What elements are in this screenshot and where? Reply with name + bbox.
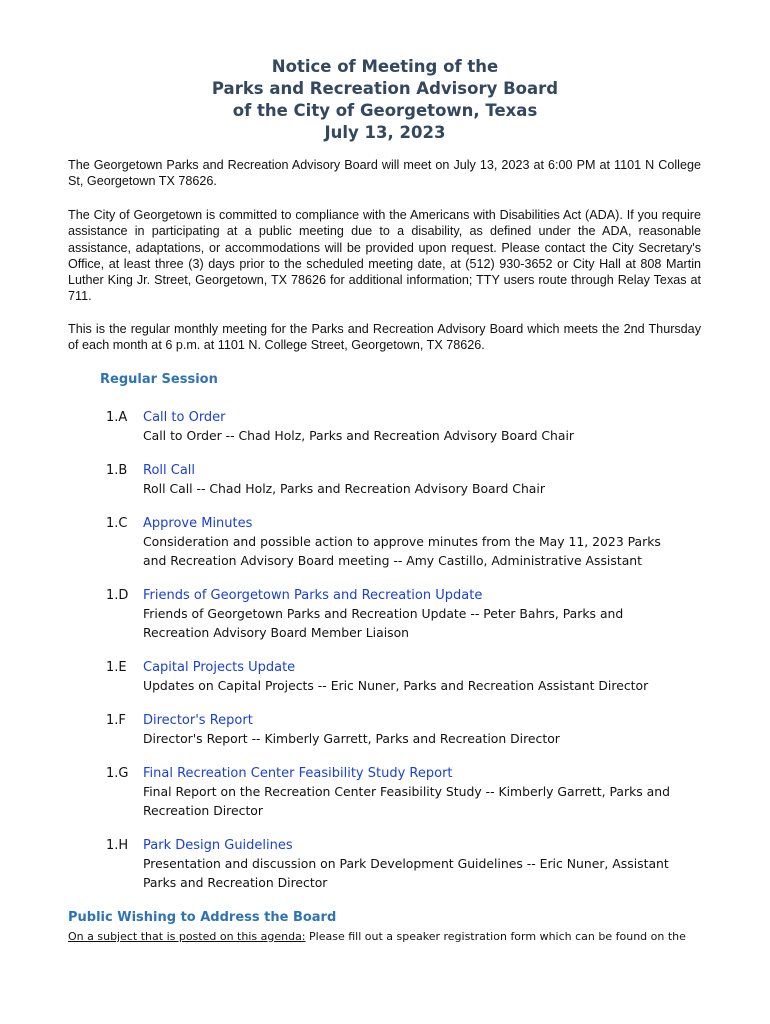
agenda-item-link[interactable]: Capital Projects Update [143,660,296,675]
agenda-item-number: 1.C [106,516,128,531]
ada-paragraph: The City of Georgetown is committed to compliance with the Americans with Disabilities Act (ADA). If you require assistance in participating at a public meeting due to a disability, as defined under the ADA, reasonable assistance, adaptations, or accommodations will be provided upon request. Please contact the City Secretary's Office, at least three (3) days prior to the scheduled meeting date, at (512) 930-3652 or City Hall at 808 Martin Luther King Jr. Street, Georgetown, TX 78626 for additional information; TTY users route through Relay Texas at 711. [68,208,701,304]
agenda-item-description: Presentation and discussion on Park Development Guidelines -- Eric Nuner, Assistant Parks and Recreation Director [143,856,669,890]
agenda-item-number: 1.B [106,463,128,478]
agenda-item-link[interactable]: Approve Minutes [143,516,253,531]
title-line-1: Notice of Meeting of the [271,57,499,76]
agenda-item-description: Friends of Georgetown Parks and Recreation Update -- Peter Bahrs, Parks and Recreation Advisory Board Member Liaison [143,606,624,640]
public-address-body: Please fill out a speaker registration form which can be found on the [305,930,686,943]
intro-paragraph: The Georgetown Parks and Recreation Advisory Board will meet on July 13, 2023 at 6:00 PM at 1101 N College St, Georgetown TX 78626. [68,158,701,189]
agenda-item-link[interactable]: Director's Report [143,713,253,728]
agenda-item-number: 1.H [106,838,129,853]
agenda-item-number: 1.F [106,713,126,728]
regular-session-heading: Regular Session [100,372,218,387]
agenda-item-description: Final Report on the Recreation Center Feasibility Study -- Kimberly Garrett, Parks and Recreation Director [143,784,670,818]
agenda-item-description: Consideration and possible action to approve minutes from the May 11, 2023 Parks and Recreation Advisory Board meeting -- Amy Castillo, Administrative Assistant [143,534,661,568]
agenda-item-number: 1.G [106,766,129,781]
agenda-item-link[interactable]: Roll Call [143,463,196,478]
public-address-heading: Public Wishing to Address the Board [68,910,337,925]
title-date: July 13, 2023 [324,123,446,142]
public-address-underlined: On a subject that is posted on this agenda: [68,930,306,943]
title-line-2: Parks and Recreation Advisory Board [211,79,559,98]
regular-meeting-paragraph: This is the regular monthly meeting for the Parks and Recreation Advisory Board which meets the 2nd Thursday of each month at 6 p.m. at 1101 N. College Street, Georgetown, TX 78626. [68,322,701,353]
agenda-item-description: Call to Order -- Chad Holz, Parks and Recreation Advisory Board Chair [143,428,575,443]
agenda-item-number: 1.E [106,660,127,675]
agenda-item-number: 1.A [106,410,128,425]
agenda-item-description: Roll Call -- Chad Holz, Parks and Recreation Advisory Board Chair [143,481,545,496]
agenda-item-link[interactable]: Park Design Guidelines [143,838,293,853]
agenda-item-number: 1.D [106,588,129,603]
agenda-item-link[interactable]: Call to Order [143,410,226,425]
title-line-3: of the City of Georgetown, Texas [232,101,538,120]
agenda-item-description: Updates on Capital Projects -- Eric Nuner, Parks and Recreation Assistant Director [143,678,649,693]
agenda-item-link[interactable]: Final Recreation Center Feasibility Study Report [143,766,453,781]
agenda-item-link[interactable]: Friends of Georgetown Parks and Recreation Update [143,588,483,603]
public-address-text [68,929,708,944]
page-title [0,56,770,144]
agenda-item-description: Director's Report -- Kimberly Garrett, Parks and Recreation Director [143,731,560,746]
